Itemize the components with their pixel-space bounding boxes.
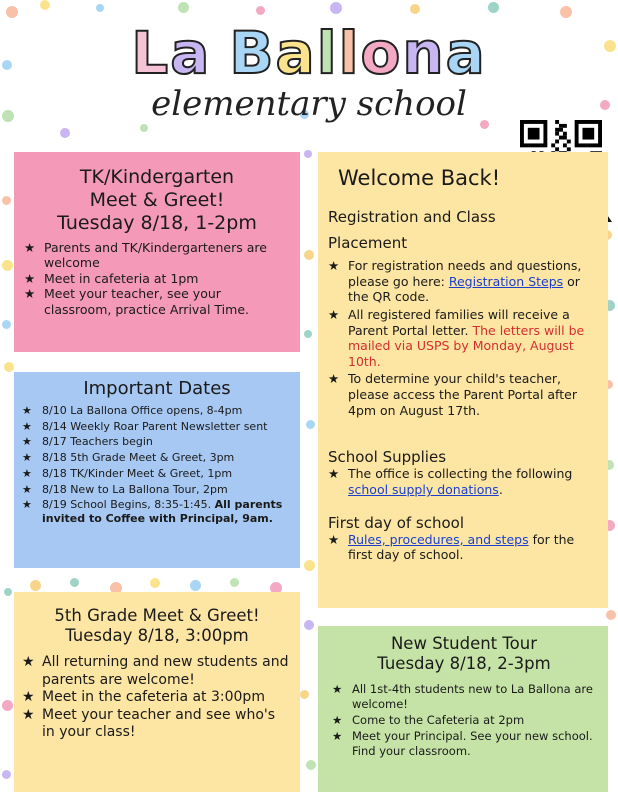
- list-item: ★ All 1st-4th students new to La Ballona are welcome!: [332, 682, 596, 711]
- list-item: ★ Meet your teacher, see your classroom, practice Arrival Time.: [24, 286, 290, 317]
- list-item: ★ All returning and new students and parents are welcome!: [22, 654, 292, 689]
- header: [0, 18, 618, 124]
- confetti-dot: [306, 760, 316, 770]
- confetti-dot: [2, 196, 11, 205]
- title-letter: a: [170, 19, 212, 87]
- confetti-dot: [304, 620, 314, 630]
- confetti-dot: [560, 6, 572, 18]
- supplies-heading: School Supplies: [328, 448, 447, 467]
- list-item: ★ All registered families will receive a Parent Portal letter. The letters will be mailed via USPS by Monday, August 10th.: [328, 307, 598, 370]
- supplies-list: [328, 466, 598, 497]
- registration-list: [328, 258, 598, 418]
- title-letter: l: [316, 19, 339, 87]
- new-student-tour-card: [318, 626, 608, 792]
- fifth-grade-list: [22, 654, 292, 742]
- rules-procedures-link[interactable]: Rules, procedures, and steps: [348, 531, 529, 547]
- list-item: ★ To determine your child's teacher, please access the Parent Portal after 4pm on August 17th.: [328, 371, 598, 418]
- confetti-dot: [190, 580, 201, 591]
- title-letter: B: [229, 19, 276, 87]
- confetti-dot: [300, 690, 309, 699]
- confetti-dot: [178, 2, 189, 13]
- confetti-dot: [256, 6, 265, 15]
- confetti-dot: [2, 260, 13, 271]
- list-item: ★ 8/18 New to La Ballona Tour, 2pm: [22, 483, 292, 497]
- tk-card-title: TK/Kindergarten Meet & Greet! Tuesday 8/18, 1-2pm: [57, 166, 257, 235]
- confetti-dot: [2, 770, 11, 779]
- confetti-dot: [304, 250, 314, 260]
- confetti-dot: [2, 320, 11, 329]
- list-item: ★ Meet in the cafeteria at 3:00pm: [22, 689, 292, 707]
- confetti-dot: [410, 4, 420, 14]
- list-item: ★ For registration needs and questions, please go here: Registration Steps or the QR code.: [328, 258, 598, 305]
- registration-heading: Registration and Class Placement: [328, 207, 496, 252]
- first-day-list: [328, 532, 598, 563]
- confetti-dot: [70, 578, 79, 587]
- list-item: ★ Parents and TK/Kindergarteners are welcome: [24, 240, 290, 271]
- confetti-dot: [6, 6, 18, 18]
- confetti-dot: [96, 4, 104, 12]
- supply-donations-link[interactable]: school supply donations: [348, 481, 499, 497]
- confetti-dot: [4, 362, 14, 372]
- list-item: ★ 8/18 TK/Kinder Meet & Greet, 1pm: [22, 467, 292, 481]
- tk-meet-greet-card: [14, 152, 300, 352]
- tour-title: New Student Tour Tuesday 8/18, 2-3pm: [377, 634, 551, 674]
- confetti-dot: [40, 0, 50, 10]
- list-item: ★ 8/17 Teachers begin: [22, 435, 292, 449]
- confetti-dot: [4, 588, 12, 596]
- welcome-back-card: [318, 152, 608, 608]
- list-item: ★ The office is collecting the following school supply donations.: [328, 466, 598, 497]
- confetti-dot: [140, 124, 148, 132]
- title-letter: a: [445, 19, 487, 87]
- fifth-grade-card: [14, 592, 300, 792]
- title-letter: n: [402, 19, 446, 87]
- confetti-dot: [304, 150, 312, 158]
- confetti-dot: [306, 420, 315, 429]
- tour-list: [332, 682, 596, 758]
- welcome-title: Welcome Back!: [338, 166, 501, 190]
- list-item: ★ 8/18 5th Grade Meet & Greet, 3pm: [22, 451, 292, 465]
- tk-card-list: [24, 240, 290, 318]
- confetti-dot: [304, 560, 315, 571]
- list-item: ★ 8/19 School Begins, 8:35-1:45. All parents invited to Coffee with Principal, 9am.: [22, 498, 292, 526]
- list-item: ★ Come to the Cafeteria at 2pm: [332, 713, 596, 727]
- school-subtitle: elementary school: [151, 84, 467, 124]
- registration-steps-link[interactable]: Registration Steps: [448, 273, 564, 289]
- list-item: ★ 8/10 La Ballona Office opens, 8-4pm: [22, 404, 292, 418]
- list-item: ★ Rules, procedures, and steps for the first day of school.: [328, 532, 598, 563]
- title-letter: a: [275, 19, 317, 87]
- important-dates-title: Important Dates: [83, 378, 231, 399]
- confetti-dot: [488, 2, 499, 13]
- confetti-dot: [30, 580, 41, 591]
- confetti-dot: [330, 2, 342, 14]
- list-item: ★ Meet your Principal. See your new school. Find your classroom.: [332, 729, 596, 758]
- first-day-heading: First day of school: [328, 513, 465, 532]
- confetti-dot: [150, 578, 160, 588]
- confetti-dot: [60, 128, 70, 138]
- school-name: [0, 18, 618, 88]
- important-dates-card: [14, 372, 300, 568]
- confetti-dot: [230, 578, 239, 587]
- title-letter: L: [131, 19, 171, 87]
- confetti-dot: [606, 610, 616, 620]
- list-item: ★ Meet your teacher and see who's in your class!: [22, 707, 292, 742]
- title-letter: l: [338, 19, 361, 87]
- confetti-dot: [304, 330, 312, 338]
- important-dates-list: [22, 404, 292, 526]
- fifth-grade-title: 5th Grade Meet & Greet! Tuesday 8/18, 3:00pm: [54, 606, 260, 646]
- list-item: ★ 8/14 Weekly Roar Parent Newsletter sent: [22, 420, 292, 434]
- title-letter: o: [360, 19, 403, 87]
- confetti-dot: [2, 700, 13, 711]
- list-item: ★ Meet in cafeteria at 1pm: [24, 271, 290, 287]
